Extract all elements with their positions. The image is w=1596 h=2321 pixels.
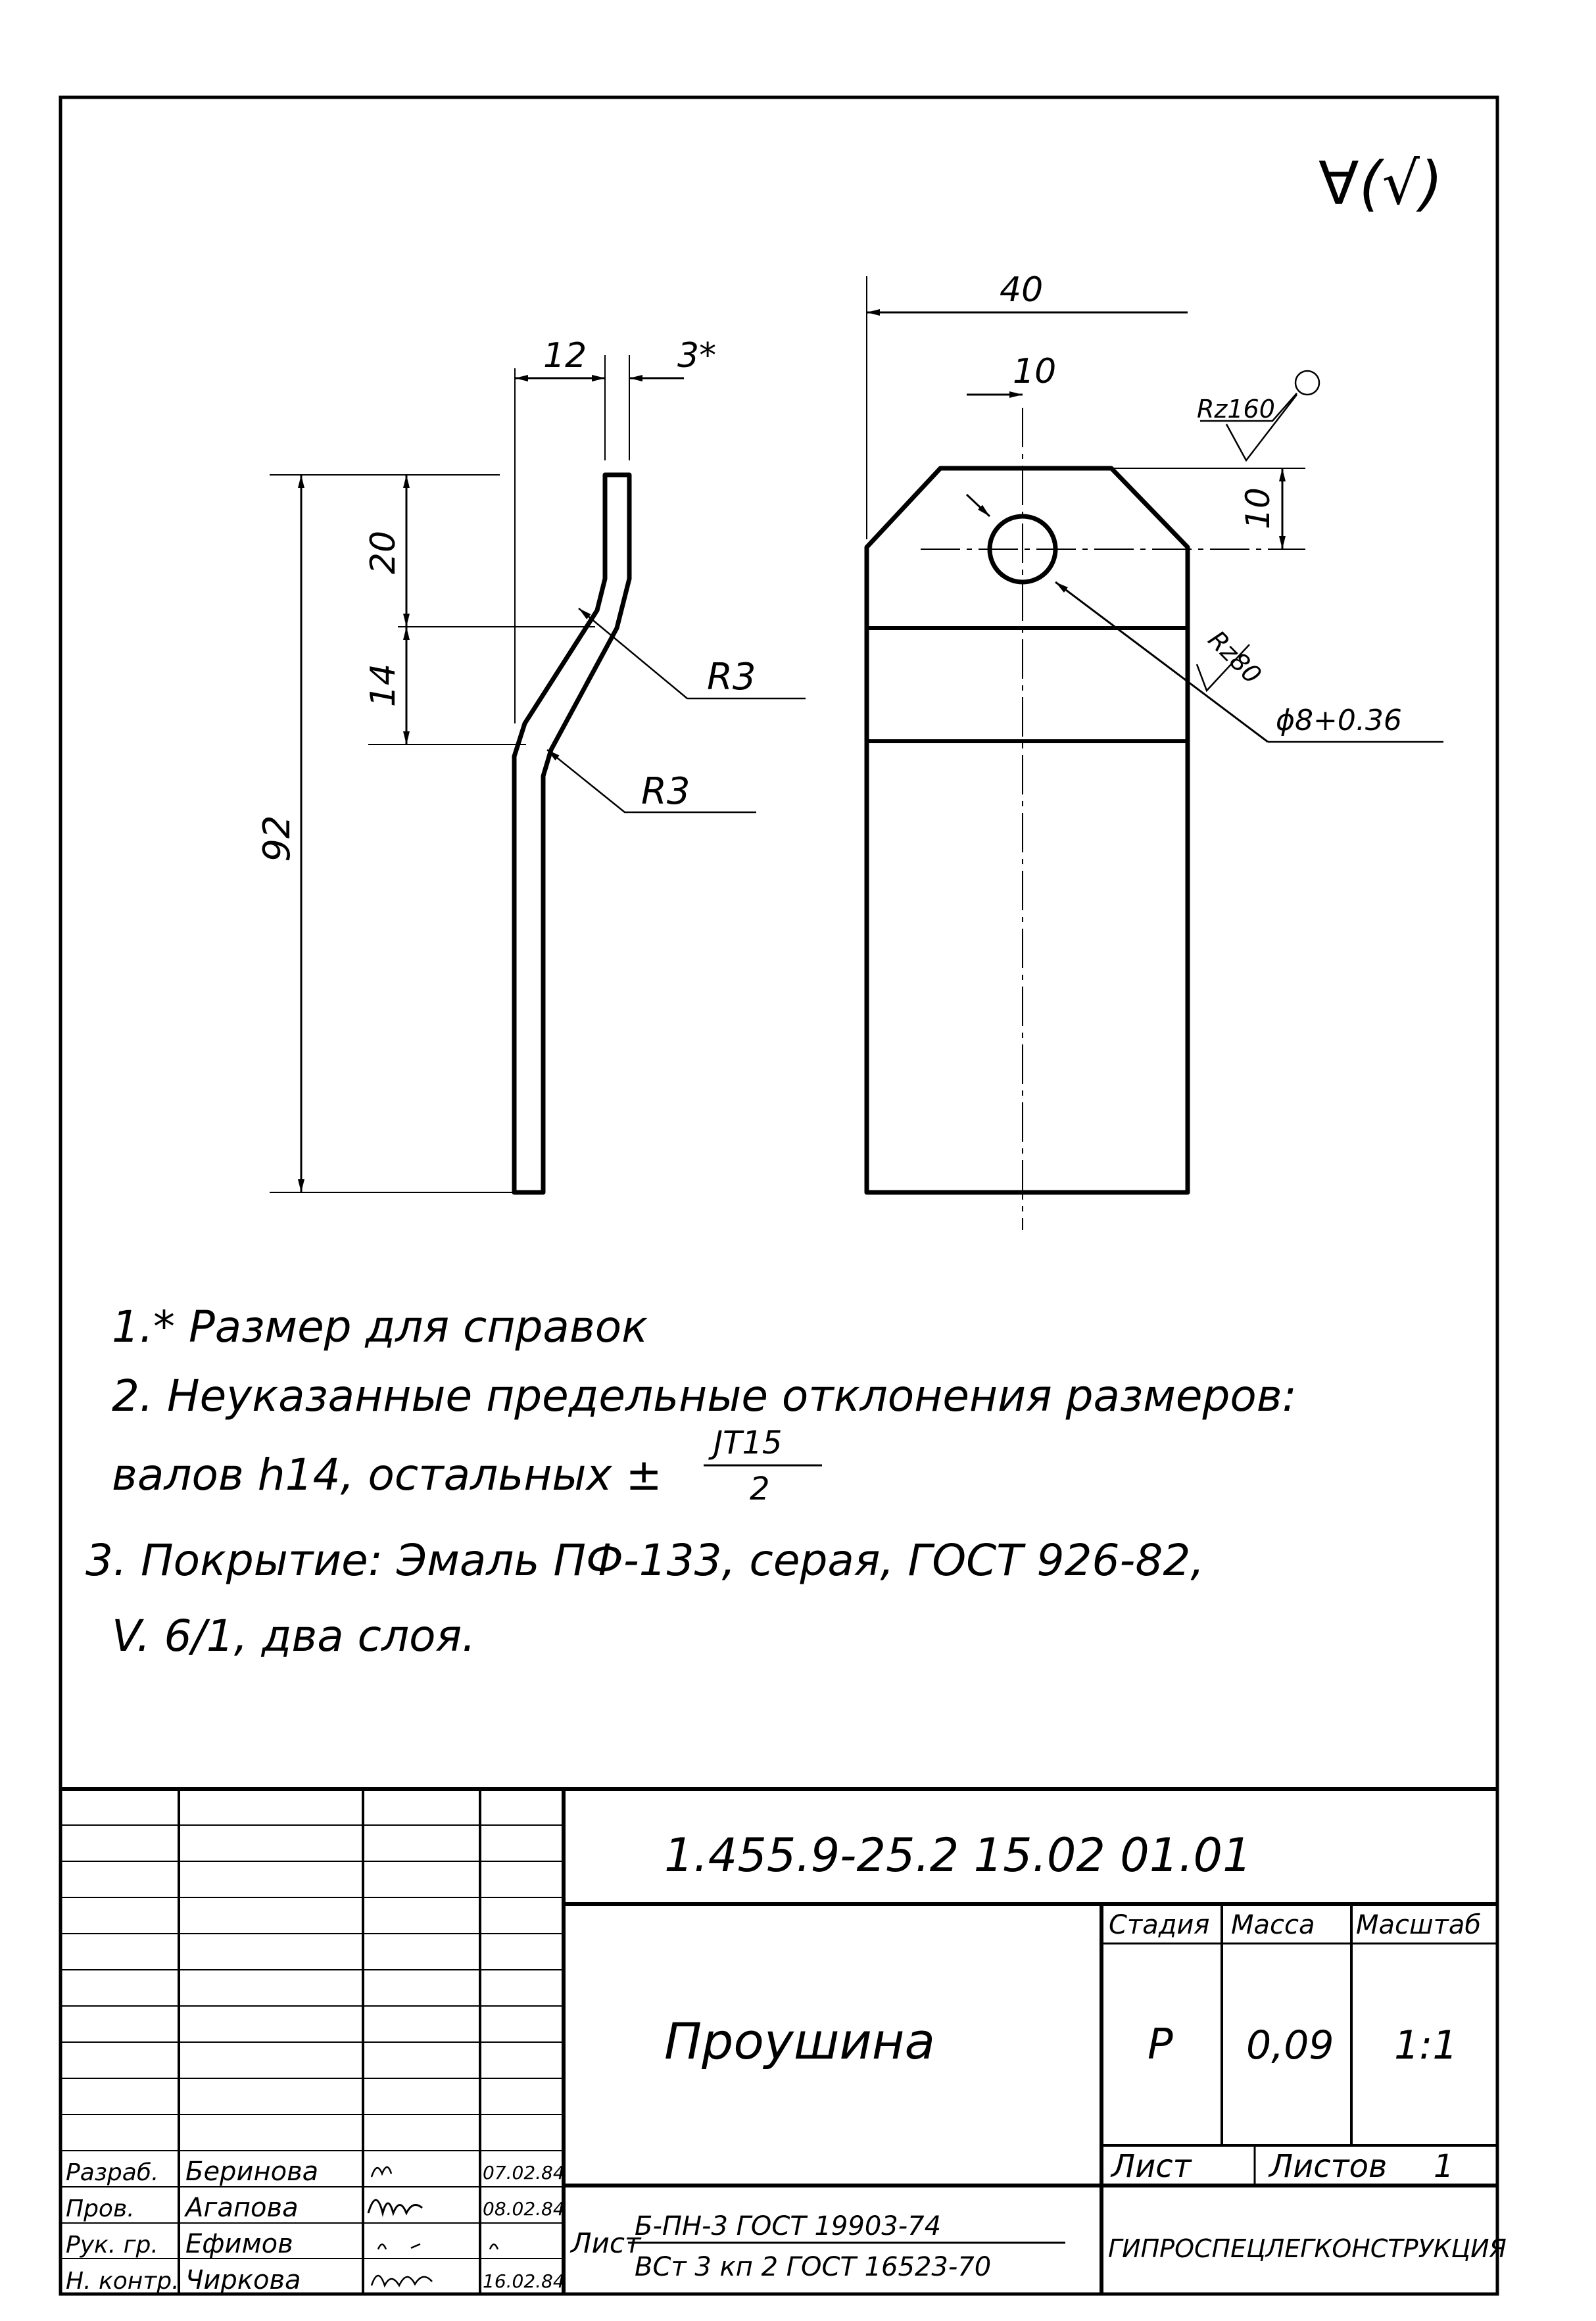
note-line-5: V. 6/1, два слоя. <box>112 1611 476 1661</box>
signature-name: Ефимов <box>185 2229 293 2259</box>
material-label: Лист <box>571 2227 641 2259</box>
value-scale: 1:1 <box>1394 2022 1458 2068</box>
signature-row <box>66 2265 565 2295</box>
organization: ГИПРОСПЕЦЛЕГКОНСТРУКЦИЯ <box>1108 2234 1507 2263</box>
signature-row <box>66 2193 565 2223</box>
header-stage: Стадия <box>1109 1910 1210 1940</box>
roughness-general-symbol: ∀(√) <box>1318 149 1443 218</box>
dim-radius-lower: R3 <box>641 770 690 813</box>
document-code: 1.455.9-25.2 15.02 01.01 <box>664 1828 1252 1882</box>
sheets-label: Листов <box>1269 2148 1388 2185</box>
roughness-bevel: Rz80 <box>1202 625 1267 690</box>
dim-height-top: 20 <box>364 530 403 575</box>
dim-hole-diameter: ϕ8+0.36 <box>1276 704 1402 737</box>
signature-date: 07.02.84 <box>483 2162 565 2184</box>
note-line-2: 2. Неуказанные предельные отклонения размеров: <box>112 1371 1297 1421</box>
signature-role: Н. контр. <box>66 2268 180 2295</box>
sheet-frame <box>60 97 1497 2294</box>
note-line-3: валов h14, остальных ± <box>112 1450 662 1500</box>
material-bottom: ВСт 3 кп 2 ГОСТ 16523-70 <box>635 2252 992 2282</box>
note-tolerance-denominator: 2 <box>750 1471 770 1507</box>
dim-height-bend: 14 <box>364 663 403 708</box>
side-view-profile <box>514 475 629 1192</box>
dim-height-total: 92 <box>256 815 299 862</box>
note-tolerance-numerator: JT15 <box>713 1425 783 1461</box>
side-view <box>256 336 806 1192</box>
signature-name: Беринова <box>185 2157 319 2187</box>
note-line-1: 1.* Размер для справок <box>112 1302 648 1352</box>
sheet-label: Лист <box>1111 2148 1192 2185</box>
signature-role: Разраб. <box>66 2159 159 2186</box>
dim-hole-offset-x: 10 <box>1013 352 1057 391</box>
signature-date: 16.02.84 <box>483 2270 565 2292</box>
value-mass: 0,09 <box>1246 2022 1334 2068</box>
part-name: Проушина <box>664 2012 936 2070</box>
signature-name: Чиркова <box>185 2265 301 2295</box>
signature-row <box>66 2229 498 2259</box>
sheets-count: 1 <box>1434 2148 1454 2185</box>
roughness-hole: Rz160 <box>1197 395 1275 424</box>
dim-thickness: 3* <box>677 336 717 376</box>
header-scale: Масштаб <box>1356 1910 1482 1940</box>
title-block <box>60 1789 1507 2295</box>
front-view <box>867 270 1443 1230</box>
signature-row <box>66 2157 565 2187</box>
signature-role: Пров. <box>66 2195 135 2222</box>
signature-date: 08.02.84 <box>483 2198 565 2220</box>
dim-bend-offset: 12 <box>543 336 587 376</box>
signature-name: Агапова <box>185 2193 299 2223</box>
header-mass: Масса <box>1231 1910 1315 1940</box>
dim-width-total: 40 <box>1000 270 1044 310</box>
front-view-outline <box>867 468 1188 1192</box>
note-line-4: 3. Покрытие: Эмаль ПФ-133, серая, ГОСТ 926-82, <box>85 1535 1205 1586</box>
technical-notes <box>85 1302 1297 1661</box>
signature-role: Рук. гр. <box>66 2232 158 2259</box>
dim-hole-offset-y: 10 <box>1239 487 1277 529</box>
dim-radius-upper: R3 <box>707 656 756 698</box>
material-top: Б-ПН-3 ГОСТ 19903-74 <box>635 2211 942 2241</box>
value-stage: Р <box>1148 2020 1173 2069</box>
